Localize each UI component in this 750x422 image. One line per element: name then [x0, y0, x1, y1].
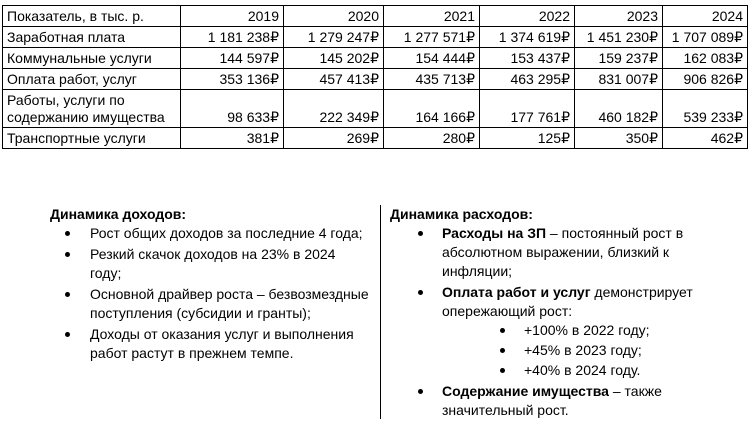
table-cell: 153 437₽ — [480, 48, 575, 69]
income-list — [50, 224, 370, 363]
table-cell: 159 237₽ — [575, 48, 663, 69]
table-cell: 144 597₽ — [181, 48, 284, 69]
table-row — [3, 128, 748, 149]
income-panel — [50, 205, 370, 365]
table-cell: 222 349₽ — [284, 90, 384, 128]
list-item: Доходы от оказания услуг и выполнения работ растут в прежнем темпе. — [50, 325, 370, 363]
expenses-panel — [390, 205, 740, 422]
expenses-table — [2, 5, 748, 149]
item-text: – постоянный рост в абсолютном выражении, близкий к инфляции; — [442, 225, 684, 279]
table-cell: 269₽ — [284, 128, 384, 149]
table-cell: 353 136₽ — [181, 69, 284, 90]
header-indicator: Показатель, в тыс. р. — [3, 6, 181, 27]
list-item: Рост общих доходов за последние 4 года; — [50, 224, 370, 243]
header-2023: 2023 — [575, 6, 663, 27]
table-cell: 154 444₽ — [384, 48, 480, 69]
table-cell: 1 279 247₽ — [284, 27, 384, 48]
row-label: Заработная плата — [3, 27, 181, 48]
header-2019: 2019 — [181, 6, 284, 27]
row-label: Коммунальные услуги — [3, 48, 181, 69]
table-cell: 1 707 089₽ — [663, 27, 748, 48]
table-row — [3, 69, 748, 90]
table-cell: 162 083₽ — [663, 48, 748, 69]
item-text: – также значительный рост. — [442, 383, 662, 418]
analysis-panels — [50, 205, 740, 419]
sublist-item: +45% в 2023 году; — [442, 341, 740, 360]
table-cell: 831 007₽ — [575, 69, 663, 90]
table-cell: 462₽ — [663, 128, 748, 149]
table-cell: 457 413₽ — [284, 69, 384, 90]
item-bold: Расходы на ЗП — [442, 225, 547, 241]
table-row — [3, 90, 748, 128]
table-cell: 435 713₽ — [384, 69, 480, 90]
growth-sublist — [442, 321, 740, 380]
table-row — [3, 48, 748, 69]
income-title: Динамика доходов: — [50, 206, 187, 222]
table-cell: 280₽ — [384, 128, 480, 149]
table-row — [3, 27, 748, 48]
table-cell: 463 295₽ — [480, 69, 575, 90]
header-2024: 2024 — [663, 6, 748, 27]
table-cell: 906 826₽ — [663, 69, 748, 90]
table-cell: 539 233₽ — [663, 90, 748, 128]
expenses-list — [390, 224, 740, 420]
item-text: демонстрирует опережающий рост: — [442, 284, 693, 319]
table-cell: 460 182₽ — [575, 90, 663, 128]
table-cell: 145 202₽ — [284, 48, 384, 69]
list-item: Основной драйвер роста – безвозмездные поступления (субсидии и гранты); — [50, 285, 370, 323]
sublist-item: +100% в 2022 году; — [442, 321, 740, 340]
column-divider — [380, 205, 381, 419]
table-cell: 1 451 230₽ — [575, 27, 663, 48]
row-label: Работы, услуги по содержанию имущества — [3, 90, 181, 128]
table-cell: 177 761₽ — [480, 90, 575, 128]
row-label: Оплата работ, услуг — [3, 69, 181, 90]
item-bold: Содержание имущества — [442, 383, 609, 399]
table-header-row — [3, 6, 748, 27]
table-cell: 1 277 571₽ — [384, 27, 480, 48]
sublist-item: +40% в 2024 году. — [442, 361, 740, 380]
header-2022: 2022 — [480, 6, 575, 27]
table-cell: 350₽ — [575, 128, 663, 149]
header-2020: 2020 — [284, 6, 384, 27]
list-item: Резкий скачок доходов на 23% в 2024 году; — [50, 245, 370, 283]
table-cell: 381₽ — [181, 128, 284, 149]
table-cell: 164 166₽ — [384, 90, 480, 128]
list-item — [390, 224, 740, 281]
list-item — [390, 382, 740, 420]
row-label: Транспортные услуги — [3, 128, 181, 149]
item-bold: Оплата работ и услуг — [442, 284, 591, 300]
list-item — [390, 283, 740, 380]
table-cell: 1 374 619₽ — [480, 27, 575, 48]
table-cell: 125₽ — [480, 128, 575, 149]
table-cell: 1 181 238₽ — [181, 27, 284, 48]
header-2021: 2021 — [384, 6, 480, 27]
table-cell: 98 633₽ — [181, 90, 284, 128]
expenses-title: Динамика расходов: — [390, 206, 533, 222]
